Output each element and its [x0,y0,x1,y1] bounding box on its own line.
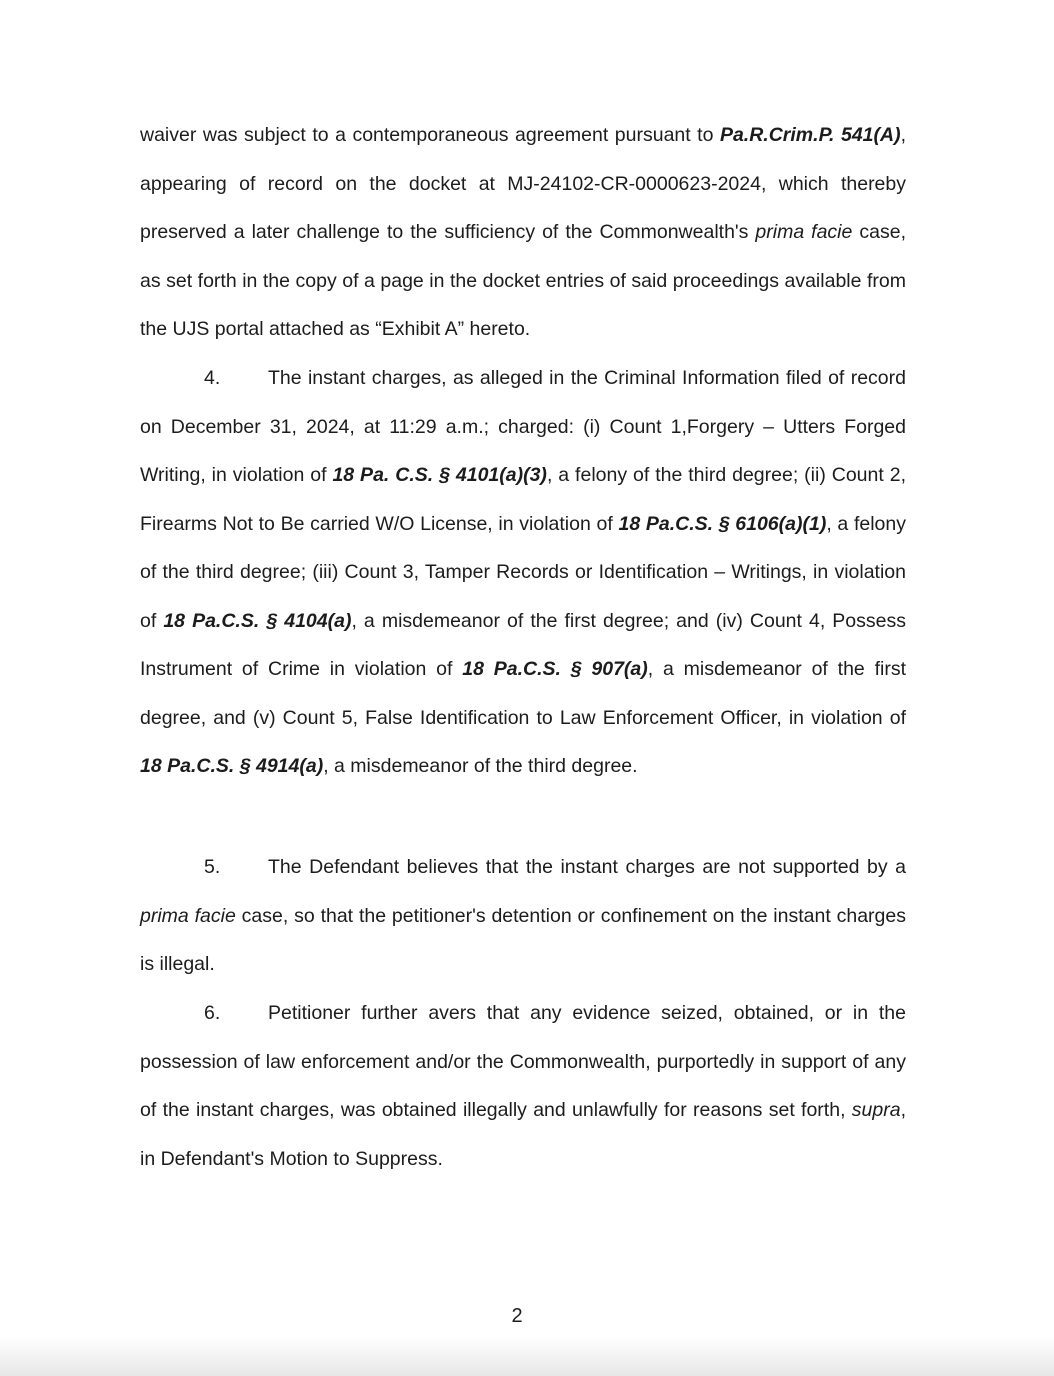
paragraph-text: , a misdemeanor of the first degree; and (iv) Count 4, Possess Instrument of Crime in violation of [140,609,906,680]
paragraph-text: , in Defendant's Motion to Suppress. [140,1099,906,1170]
page-number: 2 [511,1305,523,1327]
statute-citation: 18 Pa. C.S. § 4101(a)(3) [332,464,547,486]
paragraph-4 [140,354,906,791]
paragraph-6 [140,989,906,1183]
paragraph-text: , a misdemeanor of the first degree, and (v) Count 5, False Identification to Law Enforcement Officer, in violation of [140,658,906,729]
paragraph-5 [140,843,906,989]
paragraph-text: waiver was subject to a contemporaneous agreement pursuant to [140,124,720,146]
italic-term: prima facie [755,221,853,243]
paragraph-text: case, so that the petitioner's detention or confinement on the instant charges is illegal. [140,904,906,975]
paragraph-text: , a felony of the third degree; (iii) Count 3, Tamper Records or Identification – Writings, in violation of [140,512,906,632]
paragraph-text: The Defendant believes that the instant charges are not supported by a [268,856,906,878]
statute-citation: 18 Pa.C.S. § 4914(a) [140,755,324,777]
paragraph-text: , appearing of record on the docket at MJ-24102-CR-0000623-2024, which thereby preserved a later challenge to the sufficiency of the Commonwealth's [140,124,907,243]
statute-citation: 18 Pa.C.S. § 6106(a)(1) [618,512,827,535]
paragraph-text: , a felony of the third degree; (ii) Count 2, Firearms Not to Be carried W/O License, in violation of [140,464,906,535]
paragraph-text: case, as set forth in the copy of a page in the docket entries of said proceedings available from the UJS portal attached as “Exhibit A” hereto. [140,221,906,340]
continuation-paragraph [140,111,906,354]
italic-term: supra [851,1099,901,1121]
paragraph-text: Petitioner further avers that any evidence seized, obtained, or in the possession of law enforcement and/or the Commonwealth, purportedly in support of any of the instant charges, was obtained illegally and unlawfully for reasons set forth, [140,1002,906,1121]
italic-term: prima facie [140,904,236,927]
statute-citation: 18 Pa.C.S. § 4104(a) [163,609,352,632]
paragraph-number: 5. [204,856,221,878]
statute-citation: 18 Pa.C.S. § 907(a) [462,658,648,680]
paragraph-text: , a misdemeanor of the third degree. [323,755,638,777]
rule-citation: Pa.R.Crim.P. 541(A) [719,124,901,146]
paragraph-number: 4. [204,367,221,389]
paragraph-text: The instant charges, as alleged in the Criminal Information filed of record on December 31, 2024, at 11:29 a.m.; charged: (i) Count 1,Forgery – Utters Forged Writing, in violation of [140,367,906,486]
paragraph-number: 6. [204,1002,221,1024]
